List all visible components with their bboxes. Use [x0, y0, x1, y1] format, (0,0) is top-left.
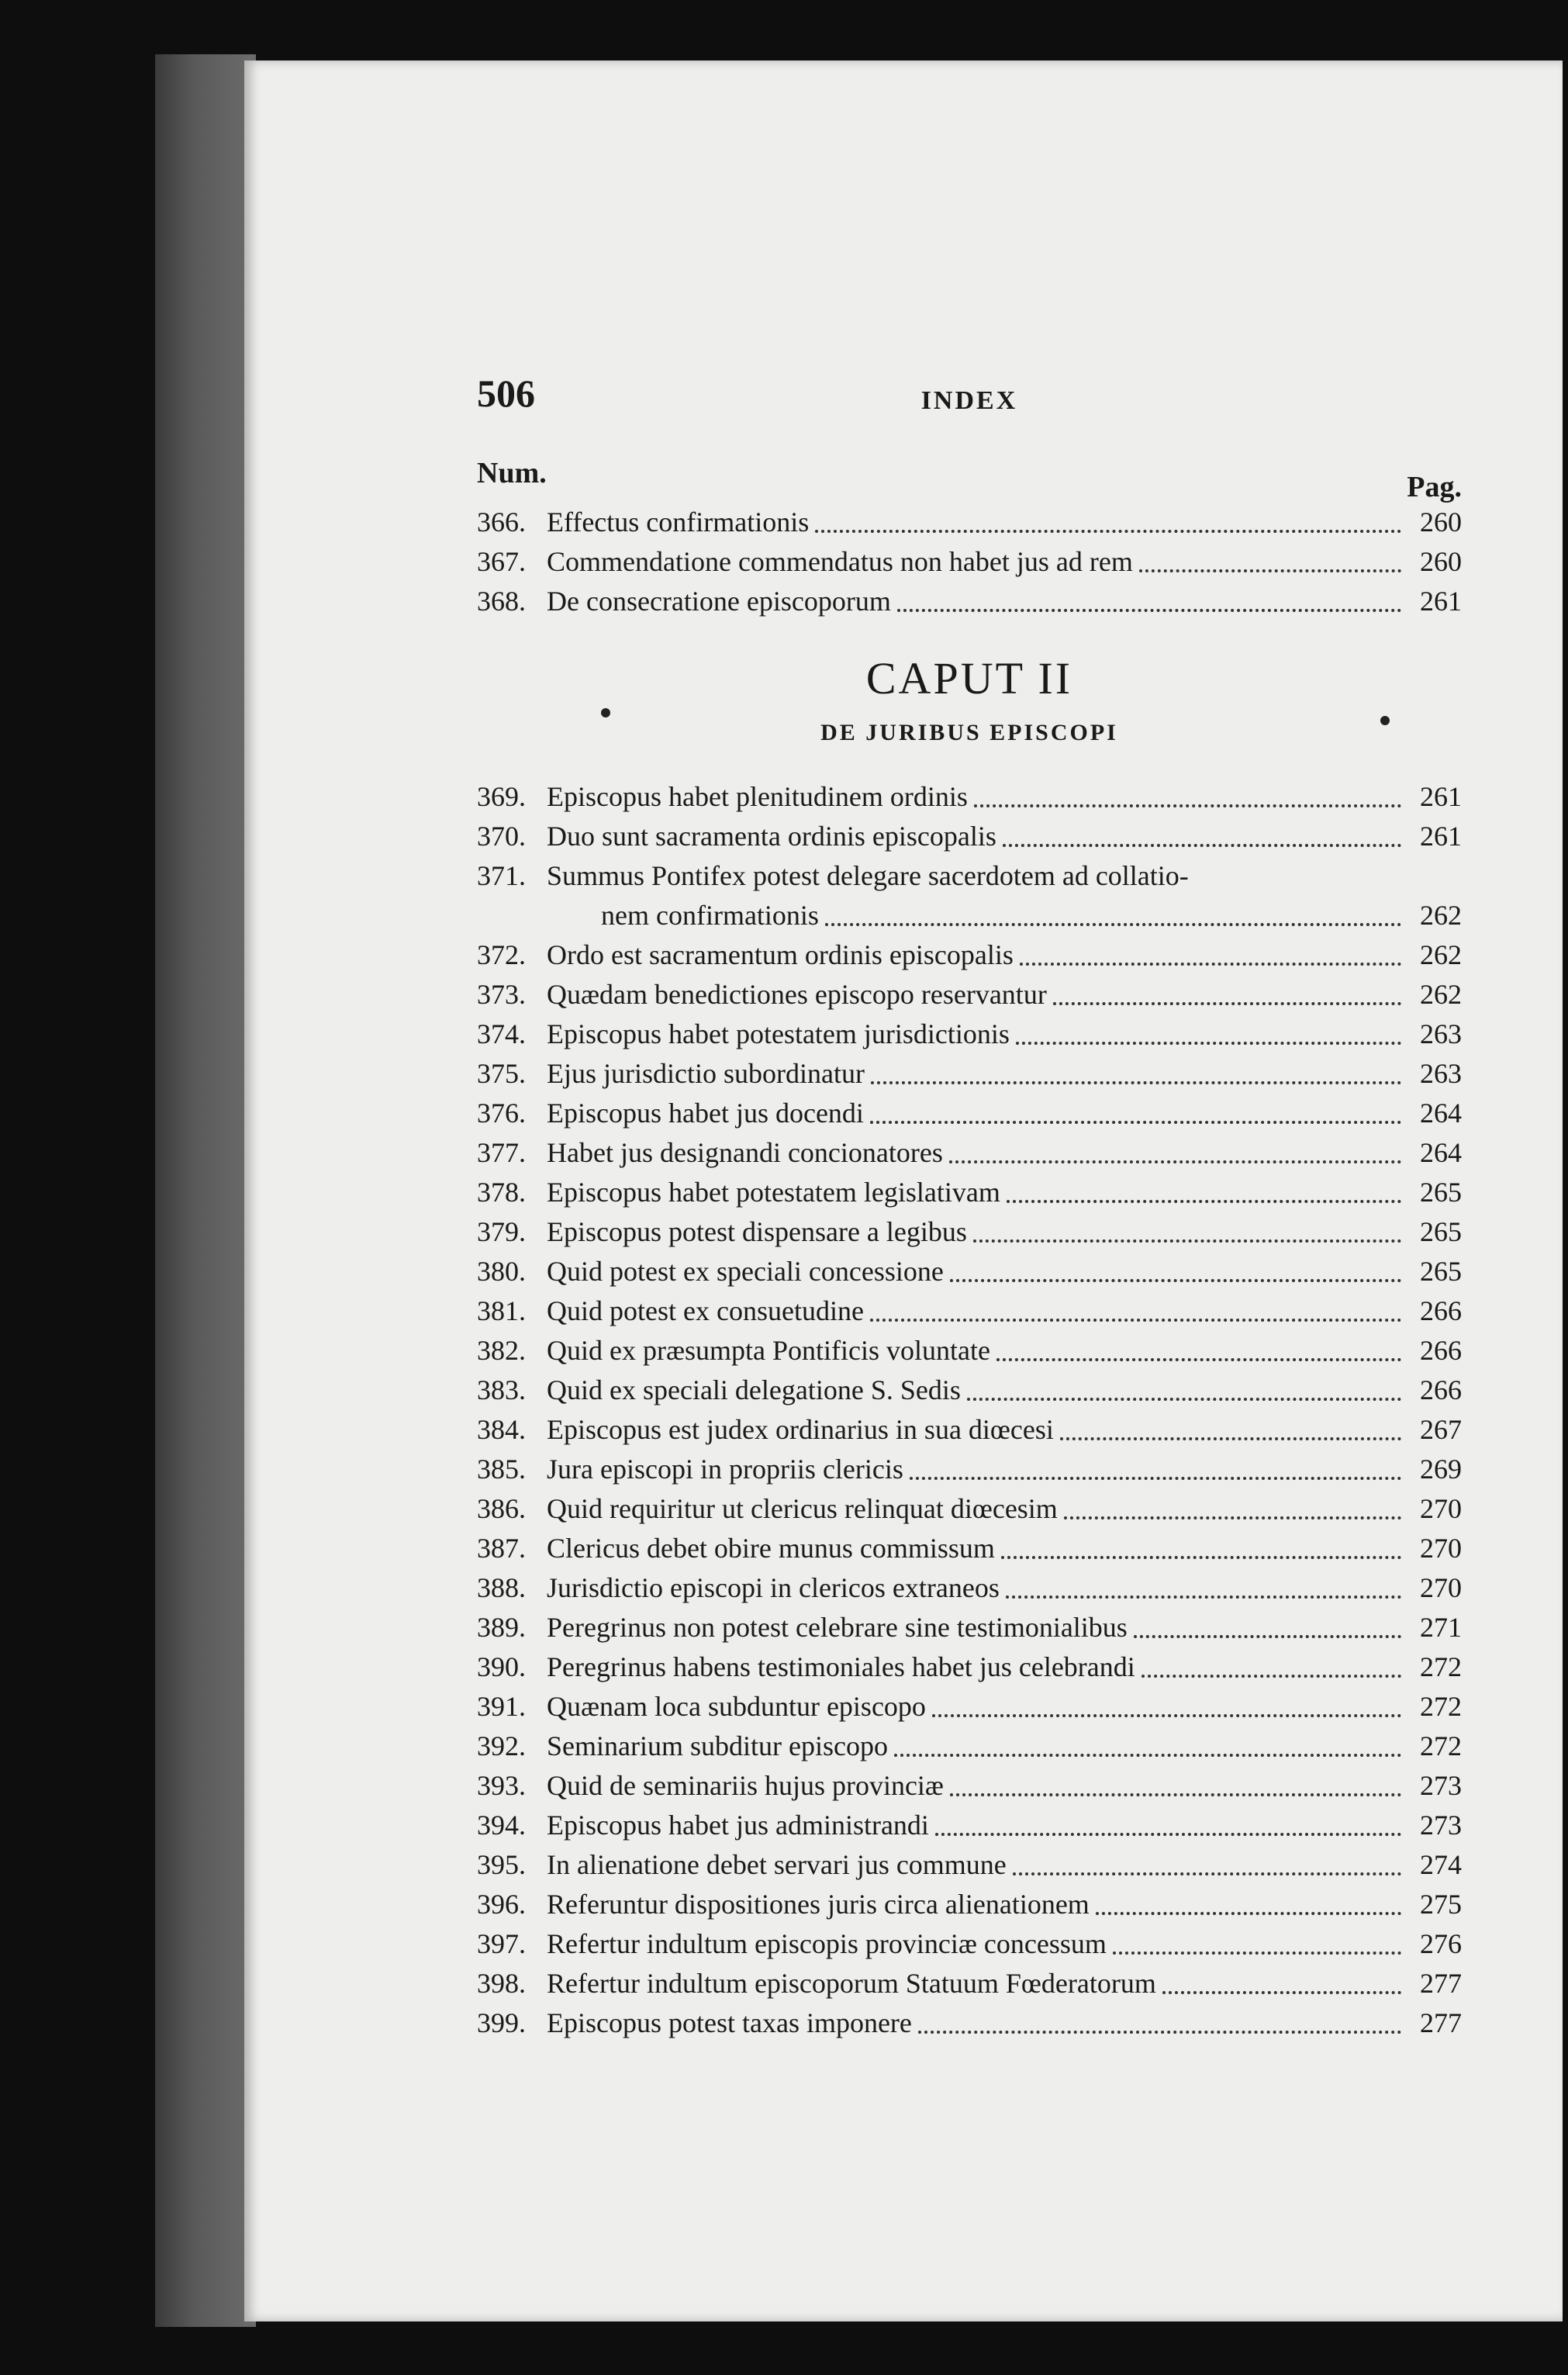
- entry-page: 263: [1420, 1018, 1462, 1049]
- entry-number: 384.: [477, 1414, 526, 1445]
- entry-page: 273: [1420, 1810, 1462, 1841]
- index-entry: [477, 1885, 1462, 1924]
- entry-page: 277: [1420, 1968, 1462, 1999]
- index-entry: [477, 1331, 1462, 1371]
- index-entry: [477, 935, 1462, 975]
- index-entry: [477, 817, 1462, 856]
- entry-title: Habet jus designandi concionatores: [547, 1137, 943, 1168]
- entry-number: 377.: [477, 1137, 526, 1168]
- leader-dots: [973, 1239, 1401, 1243]
- book-page: [244, 60, 1563, 2321]
- leader-dots: [1064, 1516, 1401, 1519]
- index-entry: [477, 1252, 1462, 1291]
- leader-dots: [918, 2031, 1401, 2034]
- entry-page: 262: [1420, 939, 1462, 970]
- entry-page: 265: [1420, 1216, 1462, 1247]
- entry-page: 264: [1420, 1098, 1462, 1129]
- entry-title: Quid ex speciali delegatione S. Sedis: [547, 1374, 961, 1405]
- running-head: INDEX: [920, 386, 1018, 415]
- entry-page: 272: [1420, 1691, 1462, 1722]
- pag-column-label: Pag.: [1407, 471, 1462, 503]
- entry-number: 386.: [477, 1493, 526, 1524]
- index-entry: [477, 1806, 1462, 1845]
- entry-number: 391.: [477, 1691, 526, 1722]
- leader-dots: [894, 1754, 1401, 1757]
- entry-number: 398.: [477, 1968, 526, 1999]
- entry-number: 399.: [477, 2007, 526, 2038]
- entry-page: 266: [1420, 1335, 1462, 1366]
- entry-title: Effectus confirmationis: [547, 506, 810, 538]
- entry-number: 380.: [477, 1256, 526, 1287]
- leader-dots: [1006, 1595, 1401, 1599]
- entry-title: Episcopus habet jus docendi: [547, 1098, 864, 1129]
- leader-dots: [974, 804, 1401, 807]
- index-entry: [477, 1845, 1462, 1885]
- entry-title: In alienatione debet servari jus commune: [547, 1849, 1007, 1880]
- entry-title: Episcopus habet jus administrandi: [547, 1810, 929, 1841]
- entry-title: Jura episcopi in propriis clericis: [547, 1454, 903, 1485]
- index-entry: [477, 1094, 1462, 1133]
- leader-dots: [1003, 844, 1401, 847]
- entry-page: 263: [1420, 1058, 1462, 1089]
- book-spine-shadow: [155, 54, 256, 2327]
- entry-title: Episcopus est judex ordinarius in sua diœcesi: [547, 1414, 1054, 1445]
- index-entry: [477, 1133, 1462, 1173]
- entry-page: 261: [1420, 781, 1462, 812]
- entry-page: 260: [1420, 506, 1462, 538]
- leader-dots: [1020, 963, 1401, 966]
- entry-number: 375.: [477, 1058, 526, 1089]
- entry-title: Refertur indultum episcoporum Statuum Fœderatorum: [547, 1968, 1156, 1999]
- leader-dots: [910, 1477, 1401, 1480]
- entry-page: 275: [1420, 1889, 1462, 1920]
- entry-title: Quid potest ex speciali concessione: [547, 1256, 944, 1287]
- entry-title: Jurisdictio episcopi in clericos extraneos: [547, 1572, 1000, 1603]
- entry-page: 266: [1420, 1374, 1462, 1405]
- entry-page: 274: [1420, 1849, 1462, 1880]
- leader-dots: [996, 1358, 1401, 1361]
- entry-number: 373.: [477, 979, 526, 1010]
- index-entry: [477, 1173, 1462, 1212]
- entry-page: 271: [1420, 1612, 1462, 1643]
- index-list-chapter: [477, 777, 1462, 856]
- entry-number: 388.: [477, 1572, 526, 1603]
- index-entry: [477, 1766, 1462, 1806]
- leader-dots: [870, 1121, 1401, 1124]
- entry-number: 368.: [477, 586, 526, 617]
- num-column-label: Num.: [477, 457, 547, 489]
- entry-title: Ejus jurisdictio subordinatur: [547, 1058, 865, 1089]
- entry-title: De consecratione episcoporum: [547, 586, 891, 617]
- entry-page: 265: [1420, 1256, 1462, 1287]
- leader-dots: [1001, 1556, 1401, 1559]
- entry-number: 383.: [477, 1374, 526, 1405]
- entry-page: 272: [1420, 1730, 1462, 1761]
- entry-page: 269: [1420, 1454, 1462, 1485]
- entry-title: Peregrinus habens testimoniales habet jus celebrandi: [547, 1651, 1135, 1682]
- index-entry: [477, 1371, 1462, 1410]
- column-labels: [477, 456, 1462, 503]
- entry-number: 371.: [477, 860, 526, 891]
- index-entry: [477, 582, 1462, 621]
- entry-title: Commendatione commendatus non habet jus ad rem: [547, 546, 1133, 577]
- index-entry: [477, 1727, 1462, 1766]
- index-entry: [477, 1291, 1462, 1331]
- leader-dots: [1096, 1912, 1401, 1915]
- entry-number: 378.: [477, 1177, 526, 1208]
- entry-title: Quædam benedictiones episcopo reservantur: [547, 979, 1047, 1010]
- leader-dots: [1007, 1200, 1401, 1203]
- entry-number: 397.: [477, 1928, 526, 1959]
- entry-page: 262: [1420, 979, 1462, 1010]
- entry-title: Quid ex præsumpta Pontificis voluntate: [547, 1335, 990, 1366]
- entry-number: 396.: [477, 1889, 526, 1920]
- index-list-chapter-continued: [477, 935, 1462, 2043]
- leader-dots: [871, 1081, 1401, 1084]
- index-entry-371: [477, 856, 1462, 935]
- entry-page: 267: [1420, 1414, 1462, 1445]
- index-entry: [477, 503, 1462, 542]
- leader-dots: [1139, 569, 1401, 572]
- leader-dots: [870, 1319, 1401, 1322]
- entry-number: 385.: [477, 1454, 526, 1485]
- index-entry: [477, 1924, 1462, 1964]
- entry-title: Quænam loca subduntur episcopo: [547, 1691, 926, 1722]
- index-entry: [477, 1964, 1462, 2003]
- entry-page: 260: [1420, 546, 1462, 577]
- index-entry: [477, 542, 1462, 582]
- entry-number: 366.: [477, 506, 526, 538]
- chapter-title: CAPUT II: [865, 653, 1073, 704]
- entry-title: Seminarium subditur episcopo: [547, 1730, 888, 1761]
- entry-title: Clericus debet obire munus commissum: [547, 1533, 995, 1564]
- index-entry: [477, 1608, 1462, 1647]
- entry-number: 369.: [477, 781, 526, 812]
- entry-title: Episcopus potest dispensare a legibus: [547, 1216, 967, 1247]
- entry-number: 389.: [477, 1612, 526, 1643]
- entry-title-line2: nem confirmationis: [601, 900, 819, 931]
- entry-page: 265: [1420, 1177, 1462, 1208]
- index-entry: [477, 1212, 1462, 1252]
- leader-dots: [1113, 1952, 1401, 1955]
- entry-number: 374.: [477, 1018, 526, 1049]
- leader-dots: [949, 1160, 1401, 1163]
- entry-number: 392.: [477, 1730, 526, 1761]
- index-entry: [477, 975, 1462, 1015]
- index-entry: [477, 1015, 1462, 1054]
- entry-number: 381.: [477, 1295, 526, 1326]
- leader-dots: [897, 609, 1401, 612]
- entry-title: Ordo est sacramentum ordinis episcopalis: [547, 939, 1014, 970]
- entry-title: Quid requiritur ut clericus relinquat diœcesim: [547, 1493, 1058, 1524]
- leader-dots: [967, 1398, 1401, 1401]
- leader-dots: [1141, 1675, 1401, 1678]
- entry-number: 367.: [477, 546, 526, 577]
- entry-title: Peregrinus non potest celebrare sine testimonialibus: [547, 1612, 1128, 1643]
- index-entry: [477, 777, 1462, 817]
- leader-dots: [1134, 1635, 1401, 1638]
- entry-page: 262: [1420, 900, 1462, 931]
- entry-number: 394.: [477, 1810, 526, 1841]
- leader-dots: [825, 923, 1401, 926]
- index-entry: [477, 1489, 1462, 1529]
- index-list-before-chapter: [477, 503, 1462, 621]
- index-entry: [477, 1410, 1462, 1450]
- entry-page: 270: [1420, 1572, 1462, 1603]
- leader-dots: [1013, 1872, 1401, 1875]
- index-entry: [477, 1450, 1462, 1489]
- entry-number: 370.: [477, 821, 526, 852]
- entry-title: Episcopus potest taxas imponere: [547, 2007, 912, 2038]
- entry-page: 272: [1420, 1651, 1462, 1682]
- index-entry: [477, 1687, 1462, 1727]
- entry-title: Referuntur dispositiones juris circa alienationem: [547, 1889, 1090, 1920]
- entry-page: 270: [1420, 1493, 1462, 1524]
- leader-dots: [932, 1714, 1401, 1717]
- entry-number: 387.: [477, 1533, 526, 1564]
- entry-number: 393.: [477, 1770, 526, 1801]
- entry-number: 379.: [477, 1216, 526, 1247]
- entry-number: 372.: [477, 939, 526, 970]
- leader-dots: [815, 530, 1401, 533]
- entry-page: 261: [1420, 821, 1462, 852]
- leader-dots: [1162, 1991, 1401, 1994]
- entry-number: 395.: [477, 1849, 526, 1880]
- entry-title: Quid potest ex consuetudine: [547, 1295, 864, 1326]
- entry-title: Quid de seminariis hujus provinciæ: [547, 1770, 944, 1801]
- entry-page: 266: [1420, 1295, 1462, 1326]
- leader-dots: [950, 1279, 1401, 1282]
- entry-title: Refertur indultum episcopis provinciæ concessum: [547, 1928, 1107, 1959]
- index-entry: [477, 1568, 1462, 1608]
- entry-title-line1: Summus Pontifex potest delegare sacerdotem ad collatio-: [547, 860, 1189, 891]
- index-entry: [477, 1647, 1462, 1687]
- entry-number: 382.: [477, 1335, 526, 1366]
- leader-dots: [935, 1833, 1401, 1836]
- leader-dots: [1016, 1042, 1401, 1045]
- page-number: 506: [477, 372, 535, 415]
- leader-dots: [1053, 1002, 1401, 1005]
- entry-number: 390.: [477, 1651, 526, 1682]
- index-text-block: [477, 371, 1462, 2043]
- entry-page: 264: [1420, 1137, 1462, 1168]
- page-header: [477, 371, 1462, 456]
- entry-page: 261: [1420, 586, 1462, 617]
- entry-title: Episcopus habet plenitudinem ordinis: [547, 781, 968, 812]
- index-entry: [477, 1054, 1462, 1094]
- leader-dots: [1060, 1437, 1401, 1440]
- chapter-subtitle: DE JURIBUS EPISCOPI: [820, 720, 1118, 745]
- index-entry: [477, 2003, 1462, 2043]
- entry-page: 270: [1420, 1533, 1462, 1564]
- leader-dots: [950, 1793, 1401, 1796]
- entry-page: 276: [1420, 1928, 1462, 1959]
- entry-title: Episcopus habet potestatem legislativam: [547, 1177, 1000, 1208]
- entry-page: 273: [1420, 1770, 1462, 1801]
- entry-title: Episcopus habet potestatem jurisdictionis: [547, 1018, 1010, 1049]
- entry-number: 376.: [477, 1098, 526, 1129]
- index-entry: [477, 1529, 1462, 1568]
- entry-title: Duo sunt sacramenta ordinis episcopalis: [547, 821, 996, 852]
- entry-page: 277: [1420, 2007, 1462, 2038]
